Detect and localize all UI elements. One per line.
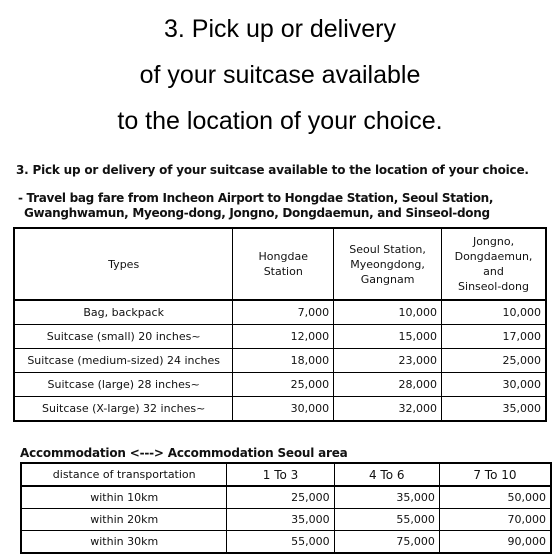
distance-table-header-row [21,463,551,486]
table-row [21,509,551,531]
price-cell: 25,000 [442,349,546,373]
distance-range: within 10km [21,486,227,509]
route-description [18,191,493,221]
table-row [14,349,546,373]
header-distance: distance of transportation [21,463,227,486]
price-cell: 10,000 [334,300,442,325]
route-line-2: Gwanghwamun, Myeong-dong, Jongno, Dongdaemun, and Sinseol-dong [24,206,490,220]
header-types: Types [14,228,233,300]
price-cell: 35,000 [442,397,546,422]
distance-range: within 30km [21,531,227,554]
fare-table-header-row [14,228,546,300]
header-4-to-6: 4 To 6 [334,463,439,486]
table-row [14,300,546,325]
price-cell: 30,000 [233,397,334,422]
headline-line-1: 3. Pick up or delivery [163,15,397,43]
headline-line-2: of your suitcase available [139,61,421,89]
price-cell: 50,000 [439,486,551,509]
price-cell: 23,000 [334,349,442,373]
price-cell: 17,000 [442,325,546,349]
price-cell: 90,000 [439,531,551,554]
header-seoul-line: Seoul Station, [349,242,426,256]
distance-table [20,462,552,554]
price-cell: 10,000 [442,300,546,325]
price-cell: 35,000 [227,509,334,531]
header-jongno [442,228,546,300]
price-cell: 25,000 [233,373,334,397]
table-row [14,325,546,349]
price-cell: 28,000 [334,373,442,397]
header-hongdae-line: Hongdae [258,250,308,263]
fare-table [13,227,547,422]
row-type: Suitcase (large) 28 inches~ [14,373,233,397]
price-cell: 7,000 [233,300,334,325]
header-1-to-3: 1 To 3 [227,463,334,486]
table-row [21,486,551,509]
price-cell: 18,000 [233,349,334,373]
price-cell: 15,000 [334,325,442,349]
price-cell: 55,000 [334,509,439,531]
row-type: Suitcase (medium-sized) 24 inches [14,349,233,373]
distance-range: within 20km [21,509,227,531]
price-cell: 32,000 [334,397,442,422]
headline-line-3: to the location of your choice. [117,107,443,135]
header-hongdae [233,228,334,300]
table-row [14,373,546,397]
row-type: Suitcase (X-large) 32 inches~ [14,397,233,422]
header-jongno-line: Sinseol-dong [458,280,529,293]
route-line-1: - Travel bag fare from Incheon Airport to Hongdae Station, Seoul Station, [18,191,494,205]
header-jongno-line: Jongno, [472,235,515,248]
price-cell: 70,000 [439,509,551,531]
header-seoul-line: Myeongdong, [350,257,425,271]
accommodation-title: Accommodation <---> Accommodation Seoul area [20,446,348,460]
price-cell: 12,000 [233,325,334,349]
price-cell: 35,000 [334,486,439,509]
price-cell: 75,000 [334,531,439,554]
price-cell: 30,000 [442,373,546,397]
table-row [21,531,551,554]
header-7-to-10: 7 To 10 [439,463,551,486]
row-type: Bag, backpack [14,300,233,325]
section-subtitle: 3. Pick up or delivery of your suitcase available to the location of your choice. [16,163,529,177]
table-row [14,397,546,422]
header-seoul-station [334,228,442,300]
header-jongno-line: Dongdaemun, and [454,250,533,278]
header-hongdae-line: Station [263,265,303,278]
price-cell: 25,000 [227,486,334,509]
row-type: Suitcase (small) 20 inches~ [14,325,233,349]
price-cell: 55,000 [227,531,334,554]
header-seoul-line: Gangnam [360,272,415,286]
